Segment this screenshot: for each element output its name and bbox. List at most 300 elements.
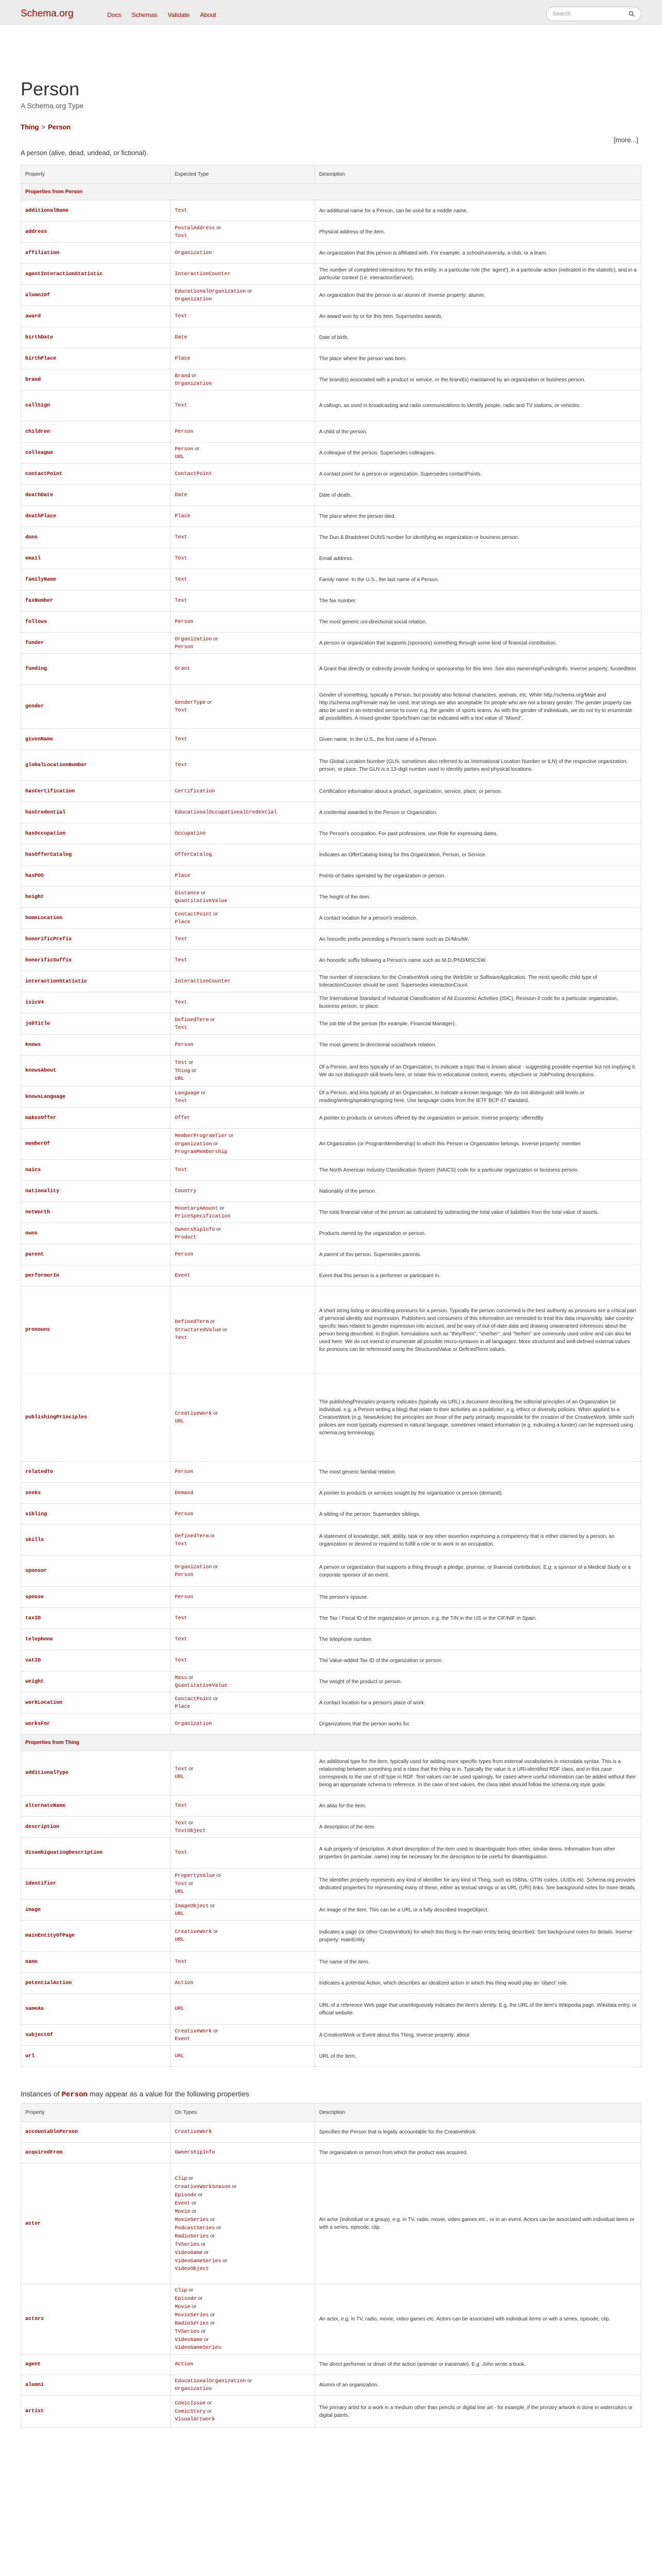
property-name-link[interactable]: isicV4 [21, 992, 171, 1013]
property-description: The most generic familial relation. [315, 1462, 641, 1483]
expected-type [171, 1374, 315, 1462]
property-name-link[interactable]: contactPoint [21, 464, 171, 485]
type-link[interactable]: GenderType [175, 700, 206, 706]
property-name-link[interactable]: address [21, 222, 171, 243]
type-link[interactable]: Person [175, 1594, 194, 1600]
property-name-link[interactable]: accountablePerson [21, 2122, 171, 2143]
type-link[interactable]: Person [175, 1511, 194, 1517]
property-name-link[interactable]: hasCredential [21, 802, 171, 823]
property-name-link[interactable]: weight [21, 1671, 171, 1692]
property-name-link[interactable]: actor [21, 2163, 171, 2284]
type-link[interactable]: TextObject [175, 1828, 206, 1834]
table-row [21, 633, 641, 654]
type-or: or [212, 636, 218, 642]
breadcrumb-thing[interactable]: Thing [21, 123, 39, 131]
type-link[interactable]: CreativeWorkSeason [175, 2184, 231, 2190]
type-link[interactable]: QuantitativeValue [175, 1683, 228, 1689]
property-name-link[interactable]: duns [21, 527, 171, 548]
type-link[interactable]: ProgramMembership [175, 1149, 228, 1155]
search-placeholder: Search [553, 11, 571, 17]
property-name-link[interactable]: netWorth [21, 1202, 171, 1223]
property-description: Indicates an OfferCatalog listing for this Organization, Person, or Service. [315, 844, 641, 866]
type-link[interactable]: DefinedTerm [175, 1534, 209, 1539]
property-name-link[interactable]: children [21, 421, 171, 443]
property-name-link[interactable]: workLocation [21, 1692, 171, 1714]
type-link[interactable]: MemberProgramTier [175, 1133, 228, 1139]
type-link[interactable]: VideoGameSeries [175, 2258, 222, 2264]
property-name-link[interactable]: callSign [21, 391, 171, 421]
type-link[interactable]: Episode [175, 2192, 197, 2198]
type-link[interactable]: CreativeWork [175, 2028, 212, 2035]
property-name-link[interactable]: givenName [21, 729, 171, 750]
breadcrumb-person[interactable]: Person [47, 123, 71, 131]
property-name-link[interactable]: knows [21, 1035, 171, 1056]
nav-schemas[interactable]: Schemas [131, 11, 158, 19]
type-link[interactable]: Distance [175, 890, 200, 896]
nav-validate[interactable]: Validate [168, 11, 190, 19]
type-link[interactable]: Offer [175, 1115, 191, 1121]
table-row [21, 485, 641, 506]
property-name-link[interactable]: taxID [21, 1608, 171, 1629]
type-link[interactable]: MonetaryAmount [175, 1206, 219, 1212]
type-link[interactable]: PostalAddress [175, 225, 216, 231]
type-link[interactable]: ContactPoint [175, 911, 212, 918]
property-name-link[interactable]: honorificPrefix [21, 929, 171, 950]
type-link[interactable]: Grant [175, 666, 191, 672]
type-link[interactable]: Language [175, 1090, 200, 1096]
table-row [21, 1608, 641, 1629]
expected-type [171, 887, 315, 908]
type-or: or [230, 2183, 237, 2190]
property-name-link[interactable]: vatID [21, 1650, 171, 1671]
type-link[interactable]: TVSeries [175, 2329, 200, 2335]
type-link[interactable]: Certification [175, 788, 216, 794]
type-link[interactable]: Text [175, 233, 188, 239]
property-description: URL of a reference Web page that unambiguously indicates the item's identity. E.g. the URL of the item's Wikipedia page, Wikidata entry, or official website. [315, 1994, 641, 2025]
type-link[interactable]: Event [175, 2200, 191, 2207]
type-link[interactable]: Place [175, 919, 191, 925]
type-link[interactable]: Country [175, 1188, 197, 1194]
property-name-link[interactable]: image [21, 1900, 171, 1921]
type-link[interactable]: Text [175, 999, 188, 1006]
property-name-link[interactable]: deathDate [21, 485, 171, 506]
table-row [21, 1374, 641, 1462]
type-link[interactable]: CreativeWork [175, 1411, 212, 1417]
property-name-link[interactable]: url [21, 2046, 171, 2067]
property-name-link[interactable]: acquiredFrom [21, 2143, 171, 2163]
property-name-link[interactable]: pronouns [21, 1286, 171, 1374]
type-link[interactable]: InteractionCounter [175, 271, 231, 277]
property-name-link[interactable]: interactionStatistic [21, 971, 171, 992]
more-link[interactable]: [more...] [614, 136, 638, 144]
type-link[interactable]: ComicIssue [175, 2401, 206, 2406]
type-link[interactable]: Text [175, 736, 188, 742]
property-description: Family name. In the U.S., the last name of a Person. [315, 569, 641, 590]
type-link[interactable]: URL [175, 1774, 185, 1780]
type-link[interactable]: Text [175, 708, 188, 714]
instances-table [21, 2103, 641, 2428]
type-link[interactable]: Text [175, 403, 188, 409]
site-logo-link[interactable]: Schema.org [21, 8, 74, 19]
type-link[interactable]: Text [175, 1803, 188, 1809]
type-link[interactable]: Text [175, 936, 188, 942]
property-name-link[interactable]: funding [21, 654, 171, 685]
property-description: An award won by or for this item. Supersedes awards. [315, 306, 641, 327]
type-link[interactable]: Organization [175, 1721, 212, 1727]
type-link[interactable]: Person [175, 619, 194, 625]
expected-type [171, 1483, 315, 1504]
property-name-link[interactable]: faxNumber [21, 590, 171, 612]
type-link[interactable]: Text [175, 1098, 188, 1104]
type-link[interactable]: Movie [175, 2209, 191, 2215]
type-link[interactable]: OwnershipInfo [175, 2150, 216, 2156]
type-or: or [200, 1090, 206, 1096]
property-name-link[interactable]: relatedTo [21, 1462, 171, 1483]
type-link[interactable]: RadioSeries [175, 2233, 209, 2240]
type-or: or [200, 2329, 206, 2334]
property-name-link[interactable]: performerIn [21, 1265, 171, 1286]
type-link[interactable]: Organization [175, 1565, 212, 1570]
property-name-link[interactable]: memberOf [21, 1129, 171, 1160]
type-link[interactable]: Text [175, 555, 188, 562]
type-link[interactable]: URL [175, 2053, 185, 2059]
expected-type [171, 866, 315, 887]
property-name-link[interactable]: description [21, 1817, 171, 1838]
table-row [21, 781, 641, 802]
type-link[interactable]: CreativeWork [175, 2129, 212, 2135]
type-link[interactable]: Person [175, 1572, 194, 1578]
type-link[interactable]: Mass [175, 1675, 188, 1681]
expected-type [171, 1087, 315, 1108]
type-link[interactable]: PriceSpecification [175, 1213, 231, 1219]
table-row [21, 1223, 641, 1244]
property-name-link[interactable]: additionalName [21, 200, 171, 222]
type-link[interactable]: Text [175, 957, 188, 963]
type-link[interactable]: EducationalOrganization [175, 289, 246, 295]
property-description: An honorific prefix preceding a Person's name such as Dr/Mrs/Mr. [315, 929, 641, 950]
property-name-link[interactable]: potentialAction [21, 1973, 171, 1994]
property-name-link[interactable]: seeks [21, 1483, 171, 1504]
type-link[interactable]: PodcastSeries [175, 2225, 216, 2231]
table-row [21, 1160, 641, 1181]
property-name-link[interactable]: funder [21, 633, 171, 654]
table-row [21, 1525, 641, 1556]
table-row [21, 1751, 641, 1795]
type-link[interactable]: InteractionCounter [175, 978, 231, 985]
type-link[interactable]: Organization [175, 250, 212, 256]
nav-about[interactable]: About [200, 11, 217, 19]
type-link[interactable]: EducationalOrganization [175, 2379, 246, 2384]
property-description: A contact point for a person or organization. Supersedes contactPoints. [315, 464, 641, 485]
type-link[interactable]: QuantitativeValue [175, 898, 228, 904]
property-description: The height of the item. [315, 887, 641, 908]
table-row [21, 685, 641, 729]
table-row [21, 802, 641, 823]
type-link[interactable]: Organization [175, 381, 212, 387]
property-name-link[interactable]: homeLocation [21, 908, 171, 929]
type-link[interactable]: Organization [175, 296, 212, 302]
type-link[interactable]: Text [175, 1959, 188, 1965]
property-name-link[interactable]: agent [21, 2354, 171, 2375]
type-link[interactable]: Date [175, 492, 188, 498]
property-name-link[interactable]: alternateName [21, 1795, 171, 1817]
type-link[interactable]: OwnershipInfo [175, 1227, 216, 1233]
type-link[interactable]: Place [175, 873, 191, 879]
table-row [21, 1265, 641, 1286]
property-description: Alumni of an organization. [315, 2375, 641, 2396]
expected-type [171, 1994, 315, 2025]
type-link[interactable]: Person [175, 644, 194, 650]
type-link[interactable]: URL [175, 1076, 185, 1082]
type-link[interactable]: MovieSeries [175, 2313, 209, 2318]
nav-docs[interactable]: Docs [107, 11, 122, 19]
property-description: Organizations that the person works for. [315, 1714, 641, 1735]
search-icon[interactable] [628, 11, 635, 17]
type-link[interactable]: Occupation [175, 831, 206, 837]
property-name-link[interactable]: makesOffer [21, 1108, 171, 1129]
instances-heading-type[interactable]: Person [61, 2091, 88, 2099]
table-row [21, 590, 641, 612]
section-label [21, 1735, 641, 1751]
property-name-link[interactable]: agentInteractionStatistic [21, 264, 171, 285]
type-link[interactable]: Person [175, 446, 194, 452]
property-name-link[interactable]: award [21, 306, 171, 327]
property-name-link[interactable]: spouse [21, 1587, 171, 1608]
type-link[interactable]: Text [175, 1335, 188, 1341]
property-name-link[interactable]: name [21, 1952, 171, 1973]
type-link[interactable]: Clip [175, 2288, 188, 2294]
type-link[interactable]: Text [175, 1025, 188, 1031]
type-link[interactable]: Person [175, 1469, 194, 1475]
property-name-link[interactable]: nationality [21, 1181, 171, 1202]
property-name-link[interactable]: honorificSuffix [21, 950, 171, 971]
type-link[interactable]: TVSeries [175, 2242, 200, 2248]
property-name-link[interactable]: affiliation [21, 243, 171, 264]
expected-type [171, 506, 315, 527]
type-link[interactable]: ImageObject [175, 1903, 209, 1909]
type-link[interactable]: Person [175, 1251, 194, 1258]
property-name-link[interactable]: brand [21, 369, 171, 391]
expected-type [171, 200, 315, 222]
type-link[interactable]: Event [175, 1273, 191, 1279]
type-link[interactable]: Date [175, 334, 188, 341]
type-link[interactable]: Text [175, 1767, 188, 1772]
property-description: The Value-added Tax ID of the organization or person. [315, 1650, 641, 1671]
type-link[interactable]: Clip [175, 2176, 188, 2182]
type-link[interactable]: VideoGame [175, 2250, 203, 2256]
type-or: or [190, 2304, 196, 2310]
property-name-link[interactable]: identifier [21, 1869, 171, 1900]
type-link[interactable]: Place [175, 513, 191, 519]
property-name-link[interactable]: birthPlace [21, 348, 171, 369]
type-link[interactable]: Text [175, 208, 188, 214]
description-row [21, 137, 641, 161]
property-name-link[interactable]: disambiguatingDescription [21, 1838, 171, 1869]
type-link[interactable]: Action [175, 2362, 194, 2367]
property-name-link[interactable]: hasPOS [21, 866, 171, 887]
type-or: or [196, 2192, 203, 2198]
table-row [21, 391, 641, 421]
type-link[interactable]: DefinedTerm [175, 1017, 209, 1023]
expected-type [171, 1973, 315, 1994]
type-link[interactable]: Text [175, 1060, 188, 1066]
type-link[interactable]: Text [175, 577, 188, 583]
type-link[interactable]: Thing [175, 1069, 191, 1074]
type-link[interactable]: Episode [175, 2296, 197, 2302]
property-name-link[interactable]: deathPlace [21, 506, 171, 527]
property-name-link[interactable]: artist [21, 2396, 171, 2428]
section-label-text[interactable]: Properties from Person [25, 189, 83, 195]
type-link[interactable]: RadioSeries [175, 2321, 209, 2327]
type-link[interactable]: Brand [175, 373, 191, 379]
type-link[interactable]: URL [175, 1889, 185, 1895]
type-link[interactable]: ComicStory [175, 2409, 206, 2415]
property-name-link[interactable]: globalLocationNumber [21, 750, 171, 781]
property-description: The direct performer or driver of the action (animate or inanimate). E.g. John wrote a book. [315, 2354, 641, 2375]
type-link[interactable]: URL [175, 1937, 185, 1943]
property-name-link[interactable]: knowsAbout [21, 1056, 171, 1087]
property-name-link[interactable]: parent [21, 1244, 171, 1265]
table-row [21, 464, 641, 485]
expected-type [171, 612, 315, 633]
expected-type [171, 569, 315, 590]
search-input[interactable] [546, 7, 641, 21]
type-link[interactable]: Text [175, 1657, 188, 1664]
type-link[interactable]: Person [175, 1042, 194, 1048]
property-name-link[interactable]: height [21, 887, 171, 908]
type-link[interactable]: Product [175, 1234, 197, 1241]
property-name-link[interactable]: additionalType [21, 1751, 171, 1795]
type-link[interactable]: StructuredValue [175, 1328, 222, 1333]
property-name-link[interactable]: sibling [21, 1504, 171, 1525]
property-name-link[interactable]: sponsor [21, 1556, 171, 1587]
property-name-link[interactable]: hasCertification [21, 781, 171, 802]
property-name-link[interactable]: jobTitle [21, 1013, 171, 1035]
type-link[interactable]: Place [175, 355, 191, 362]
expected-type [171, 971, 315, 992]
type-link[interactable]: Organization [175, 636, 212, 642]
property-name-link[interactable]: subjectOf [21, 2025, 171, 2046]
type-link[interactable]: VideoGameSeries [175, 2345, 222, 2351]
type-link[interactable]: Text [175, 762, 188, 768]
property-description: The Global Location Number (GLN, sometimes also referred to as International Location Number or ILN) of the respective organization, person, or place. The GLN is a 13-digit number used to identify parties and physical locations. [315, 750, 641, 781]
property-description: The Tax / Fiscal ID of the organization or person, e.g. the TIN in the US or the CIF/NIF in Spain. [315, 1608, 641, 1629]
type-link[interactable]: Text [175, 313, 188, 319]
table-row [21, 950, 641, 971]
type-link[interactable]: VisualArtwork [175, 2417, 216, 2422]
table-row [21, 1900, 641, 1921]
property-name-link[interactable]: naics [21, 1160, 171, 1181]
property-description: The place where the person died. [315, 506, 641, 527]
type-link[interactable]: VideoGame [175, 2337, 203, 2343]
property-name-link[interactable]: birthDate [21, 327, 171, 348]
type-link[interactable]: Person [175, 429, 194, 435]
type-link[interactable]: Organization [175, 1142, 212, 1147]
table-row [21, 1629, 641, 1650]
property-name-link[interactable]: hasOfferCatalog [21, 844, 171, 866]
type-link[interactable]: Text [175, 1615, 188, 1621]
type-link[interactable]: Organization [175, 2386, 212, 2392]
type-link[interactable]: Movie [175, 2304, 191, 2310]
type-link[interactable]: URL [175, 1419, 185, 1425]
type-or: or [190, 1068, 196, 1074]
expected-type [171, 1921, 315, 1952]
property-description: Points-of-Sales operated by the organization or person. [315, 866, 641, 887]
type-link[interactable]: Text [175, 1820, 188, 1826]
property-description: The organization or person from which the product was acquired. [315, 2143, 641, 2163]
property-name-link[interactable]: publishingPrinciples [21, 1374, 171, 1462]
type-link[interactable]: Text [175, 1167, 188, 1173]
section-label [21, 184, 641, 200]
property-name-link[interactable]: familyName [21, 569, 171, 590]
type-link[interactable]: URL [175, 454, 185, 460]
type-link[interactable]: Text [175, 1850, 188, 1856]
section-label-text[interactable]: Properties from Thing [25, 1740, 79, 1745]
expected-type [171, 1900, 315, 1921]
property-name-link[interactable]: gender [21, 685, 171, 729]
expected-type [171, 2396, 315, 2428]
type-link[interactable]: EducationalOccupationalCredential [175, 809, 277, 816]
properties-table [21, 165, 641, 2067]
type-link[interactable]: VideoObject [175, 2266, 209, 2272]
table-row [21, 243, 641, 264]
property-name-link[interactable]: worksFor [21, 1714, 171, 1735]
type-link[interactable]: Event [175, 2036, 191, 2042]
property-name-link[interactable]: knowsLanguage [21, 1087, 171, 1108]
type-link[interactable]: ContactPoint [175, 471, 212, 477]
property-name-link[interactable]: colleague [21, 443, 171, 464]
property-name-link[interactable]: alumni [21, 2375, 171, 2396]
type-or: or [215, 1873, 221, 1878]
type-link[interactable]: MovieSeries [175, 2217, 209, 2223]
type-link[interactable]: Text [175, 1882, 188, 1887]
type-link[interactable]: DefinedTerm [175, 1319, 209, 1325]
type-link[interactable]: Demand [175, 1490, 194, 1496]
table-row [21, 1994, 641, 2025]
table-row [21, 992, 641, 1013]
type-or: or [190, 2208, 196, 2214]
table-row [21, 1202, 641, 1223]
property-name-link[interactable]: actors [21, 2284, 171, 2354]
type-link[interactable]: Action [175, 1980, 194, 1986]
type-link[interactable]: CreativeWork [175, 1929, 212, 1935]
type-link[interactable]: Text [175, 534, 188, 540]
property-description: Given name. In the U.S., the first name of a Person. [315, 729, 641, 750]
property-name-link[interactable]: telephone [21, 1629, 171, 1650]
table-row [21, 1181, 641, 1202]
table-row [21, 222, 641, 243]
type-link[interactable]: URL [175, 1911, 185, 1917]
property-name-link[interactable]: owns [21, 1223, 171, 1244]
property-name-link[interactable]: mainEntityOfPage [21, 1921, 171, 1952]
type-link[interactable]: OfferCatalog [175, 852, 212, 858]
type-link[interactable]: ContactPoint [175, 1696, 212, 1702]
type-link[interactable]: PropertyValue [175, 1873, 216, 1879]
type-link[interactable]: Place [175, 1704, 191, 1710]
property-name-link[interactable]: email [21, 548, 171, 569]
type-link[interactable]: Text [175, 1636, 188, 1642]
table-row [21, 1013, 641, 1035]
type-link[interactable]: URL [175, 2006, 185, 2012]
property-name-link[interactable]: alumniOf [21, 285, 171, 306]
property-description: An image of the item. This can be a URL or a fully described ImageObject. [315, 1900, 641, 1921]
property-name-link[interactable]: sameAs [21, 1994, 171, 2025]
property-name-link[interactable]: follows [21, 612, 171, 633]
type-link[interactable]: Text [175, 598, 188, 604]
property-name-link[interactable]: hasOccupation [21, 823, 171, 844]
property-name-link[interactable]: skills [21, 1525, 171, 1556]
type-link[interactable]: Text [175, 1541, 188, 1547]
